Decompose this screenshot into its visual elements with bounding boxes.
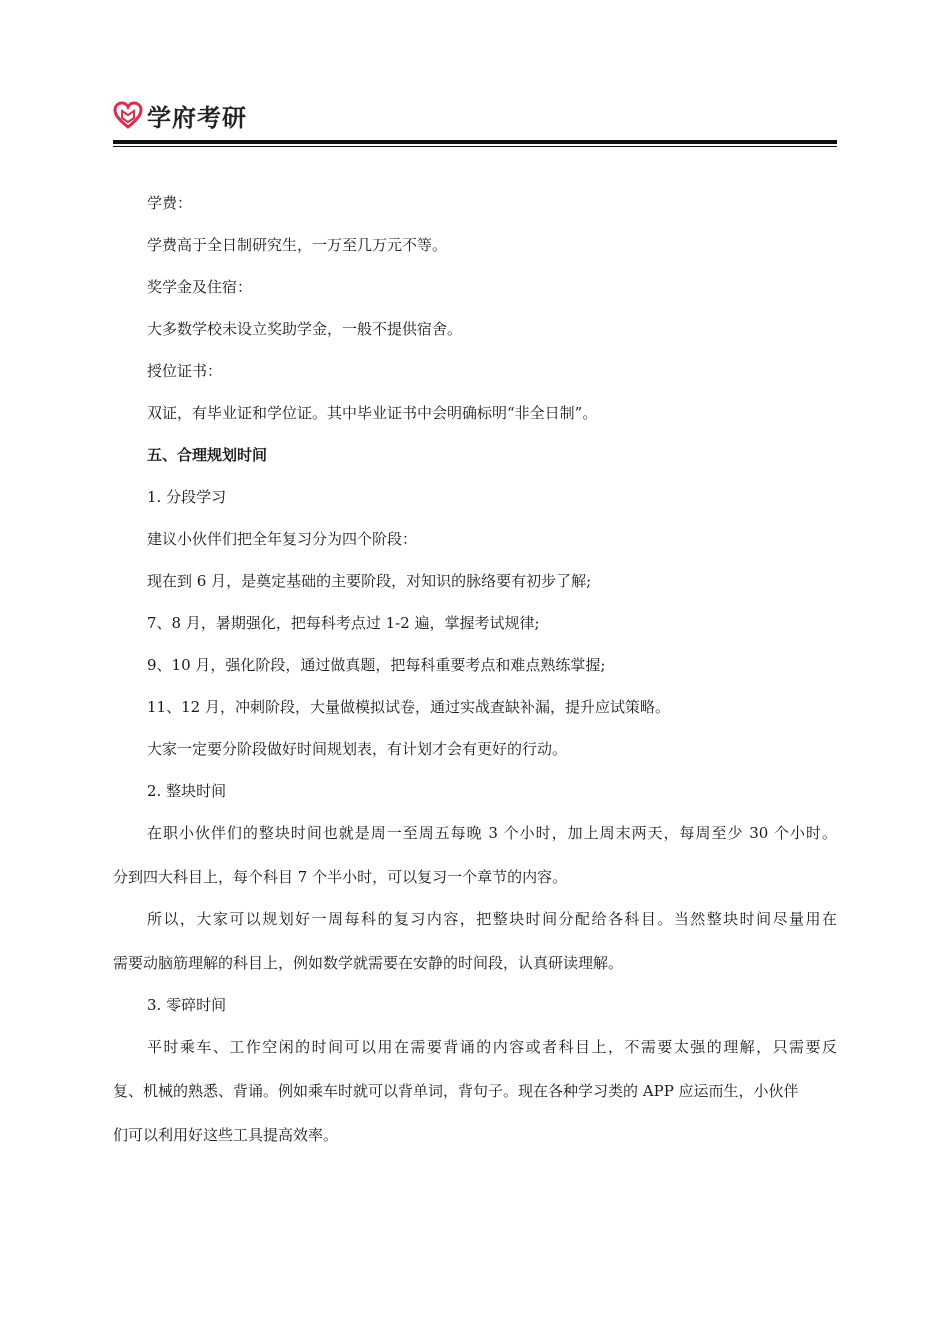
brand-name: 学府考研: [147, 103, 247, 132]
line-tuition-text: 学费高于全日制研究生，一万至几万元不等。: [147, 236, 448, 254]
paragraph-line: 需要动脑筋理解的科目上，例如数学就需要在安静的时间段，认真研读理解。: [113, 954, 624, 972]
heart-book-logo-icon: [113, 101, 143, 129]
subheading-block-time: 2. 整块时间: [147, 782, 227, 800]
line-plan-advice: 大家一定要分阶段做好时间规划表，有计划才会有更好的行动。: [147, 740, 568, 758]
line-four-stages-intro: 建议小伙伴们把全年复习分为四个阶段：: [147, 530, 418, 548]
section-heading-5: 五、合理规划时间: [147, 446, 268, 464]
header-rule-thick: [113, 140, 837, 144]
line-scholarship-label: 奖学金及住宿：: [147, 278, 253, 296]
paragraph-line: 复、机械的熟悉、背诵。例如乘车时就可以背单词，背句子。现在各种学习类的 APP 应运而生，小伙伴: [113, 1082, 799, 1100]
line-certificate-text: 双证，有毕业证和学位证。其中毕业证书中会明确标明“非全日制”。: [147, 404, 598, 422]
line-tuition-label: 学费：: [147, 194, 193, 212]
header-rule-thin: [113, 146, 837, 147]
line-stage-4: 11、12 月，冲刺阶段，大量做模拟试卷，通过实战查缺补漏，提升应试策略。: [147, 698, 670, 716]
document-body: [113, 192, 837, 1166]
paragraph-line: 们可以利用好这些工具提高效率。: [113, 1126, 339, 1144]
paragraph-block-time: [113, 822, 837, 888]
line-certificate-label: 授位证书：: [147, 362, 223, 380]
paragraph-line: 分到四大科目上，每个科目 7 个半小时，可以复习一个章节的内容。: [113, 868, 568, 886]
paragraph-fragment-time: [113, 1036, 837, 1146]
subheading-fragment-time: 3. 零碎时间: [147, 996, 227, 1014]
paragraph-allocation: [113, 908, 837, 974]
paragraph-line: 在职小伙伴们的整块时间也就是周一至周五每晚 3 个小时，加上周末两天，每周至少 30 个小时。: [147, 824, 837, 842]
line-stage-3: 9、10 月，强化阶段，通过做真题，把每科重要考点和难点熟练掌握;: [147, 656, 606, 674]
header-logo: [113, 98, 247, 132]
paragraph-line: 平时乘车、工作空闲的时间可以用在需要背诵的内容或者科目上，不需要太强的理解，只需要反: [147, 1038, 837, 1056]
subheading-segmented-study: 1. 分段学习: [147, 488, 227, 506]
line-scholarship-text: 大多数学校未设立奖助学金，一般不提供宿舍。: [147, 320, 463, 338]
line-stage-2: 7、8 月，暑期强化，把每科考点过 1-2 遍，掌握考试规律;: [147, 614, 540, 632]
line-stage-1: 现在到 6 月，是奠定基础的主要阶段，对知识的脉络要有初步了解;: [147, 572, 592, 590]
paragraph-line: 所以，大家可以规划好一周每科的复习内容，把整块时间分配给各科目。当然整块时间尽量用在: [147, 910, 837, 928]
